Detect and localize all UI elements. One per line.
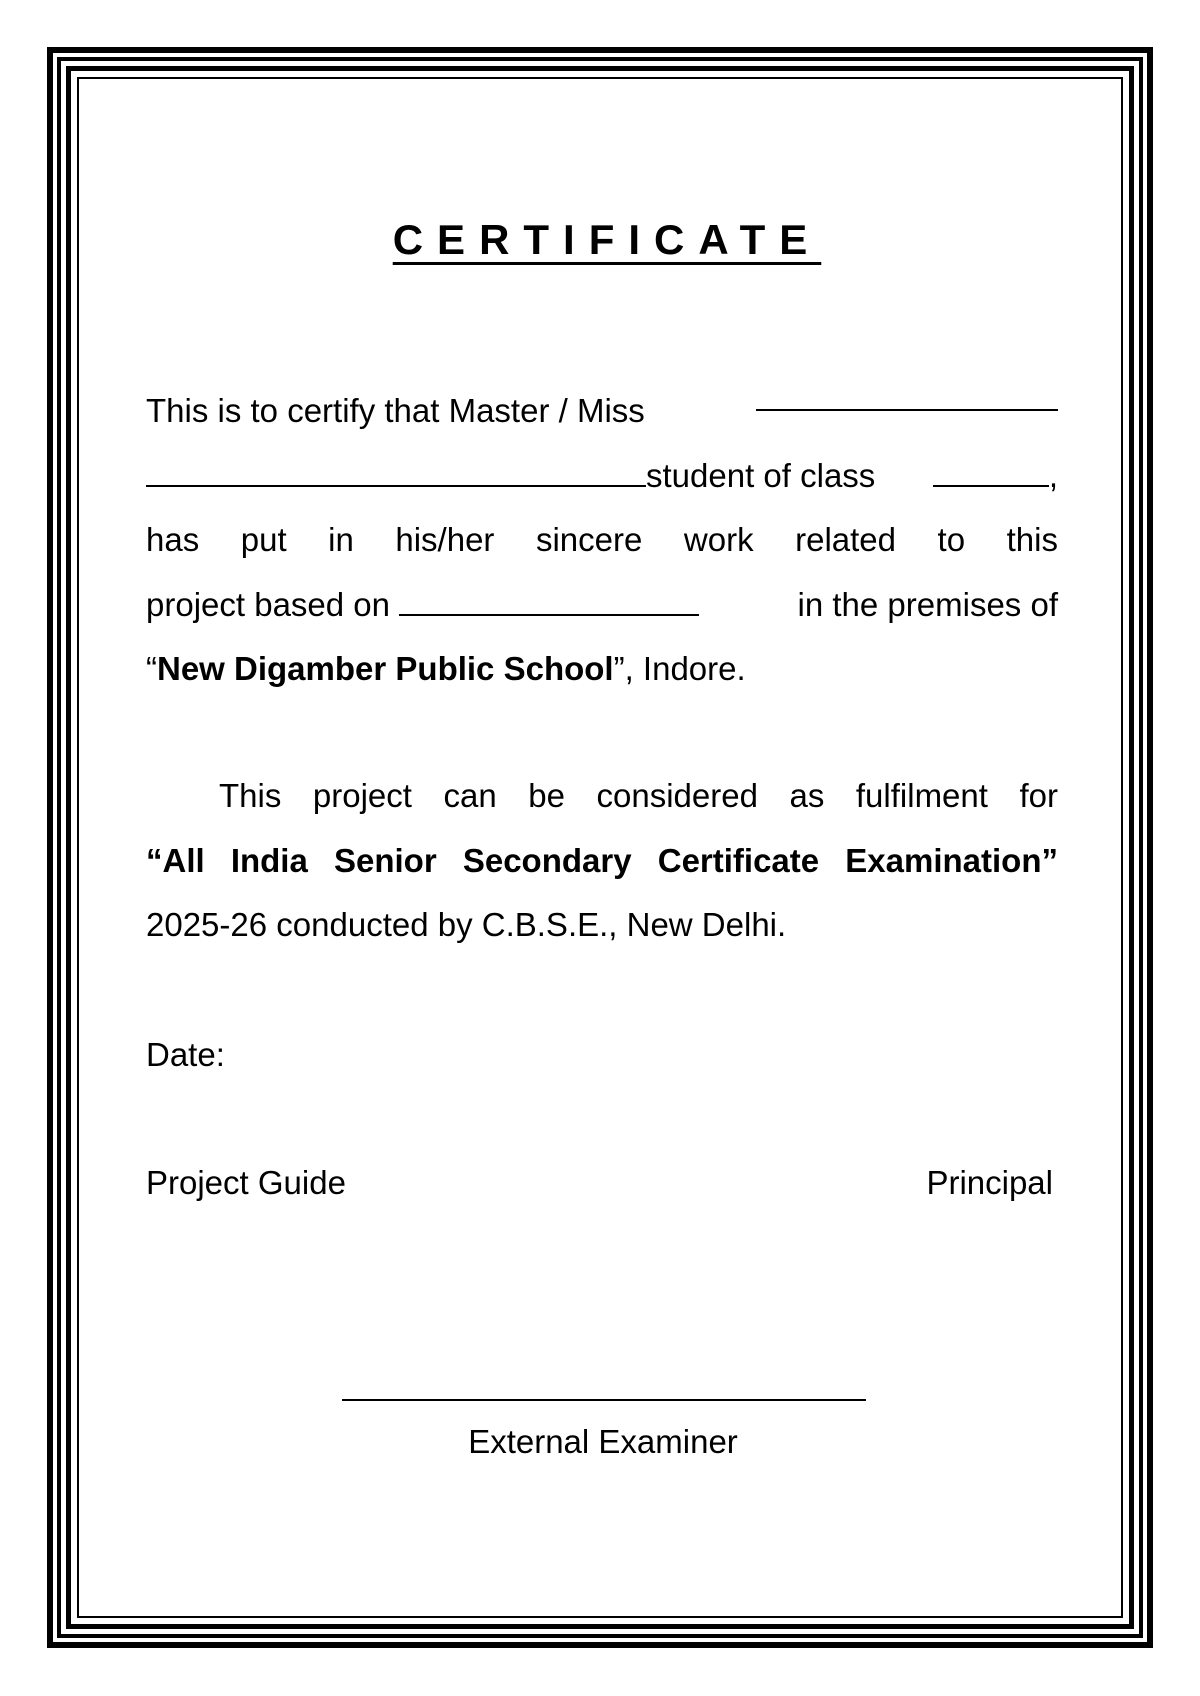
school-name: New Digamber Public School bbox=[157, 650, 614, 687]
student-name-blank-1[interactable] bbox=[756, 379, 1058, 411]
external-examiner-label: External Examiner bbox=[468, 1423, 738, 1460]
para1-line2 bbox=[146, 444, 1058, 509]
conducted-by-text: 2025-26 conducted by C.B.S.E., New Delhi. bbox=[146, 906, 787, 943]
project-guide-label: Project Guide bbox=[146, 1164, 346, 1201]
line4-left bbox=[146, 573, 699, 638]
fulfilment-text: This project can be considered as fulfilment for bbox=[219, 777, 1058, 814]
comma-text: , bbox=[1048, 456, 1058, 494]
line2-left bbox=[146, 444, 875, 509]
para1-line1 bbox=[146, 379, 1058, 444]
project-topic-blank[interactable] bbox=[399, 584, 699, 616]
para1-line4 bbox=[146, 573, 1058, 638]
word: has bbox=[146, 521, 200, 558]
class-blank[interactable] bbox=[933, 455, 1049, 487]
student-of-class-text: student of class bbox=[646, 456, 876, 494]
para1-line5 bbox=[146, 637, 1058, 702]
word: work bbox=[683, 521, 754, 558]
para2-line1 bbox=[146, 764, 1058, 829]
word: sincere bbox=[535, 521, 643, 558]
word: in bbox=[328, 521, 354, 558]
word: to bbox=[937, 521, 966, 558]
project-based-on-text: project based on bbox=[146, 585, 391, 623]
certificate-title bbox=[0, 215, 1200, 265]
date-label: Date: bbox=[146, 1036, 225, 1073]
premises-text: in the premises of bbox=[797, 585, 1058, 623]
open-quote: “ bbox=[146, 650, 157, 687]
examiner-signature-line bbox=[342, 1399, 866, 1401]
certify-text: This is to certify that Master / Miss bbox=[146, 392, 645, 429]
word: related bbox=[795, 521, 897, 558]
certification-paragraph bbox=[146, 379, 1058, 702]
para2-line3 bbox=[146, 893, 1058, 958]
fulfilment-paragraph bbox=[146, 764, 1058, 958]
para2-line2 bbox=[146, 829, 1058, 894]
line2-right bbox=[933, 444, 1058, 509]
para1-line3 bbox=[146, 508, 1058, 573]
principal-label: Principal bbox=[926, 1164, 1053, 1201]
school-city: ”, Indore. bbox=[613, 650, 746, 687]
word: put bbox=[240, 521, 287, 558]
student-name-blank-2[interactable] bbox=[146, 455, 646, 487]
word: his/her bbox=[395, 521, 495, 558]
exam-name: “All India Senior Secondary Certificate Examination” bbox=[146, 841, 1058, 879]
certificate-title-text: CERTIFICATE bbox=[392, 216, 822, 263]
word: this bbox=[1006, 521, 1058, 558]
